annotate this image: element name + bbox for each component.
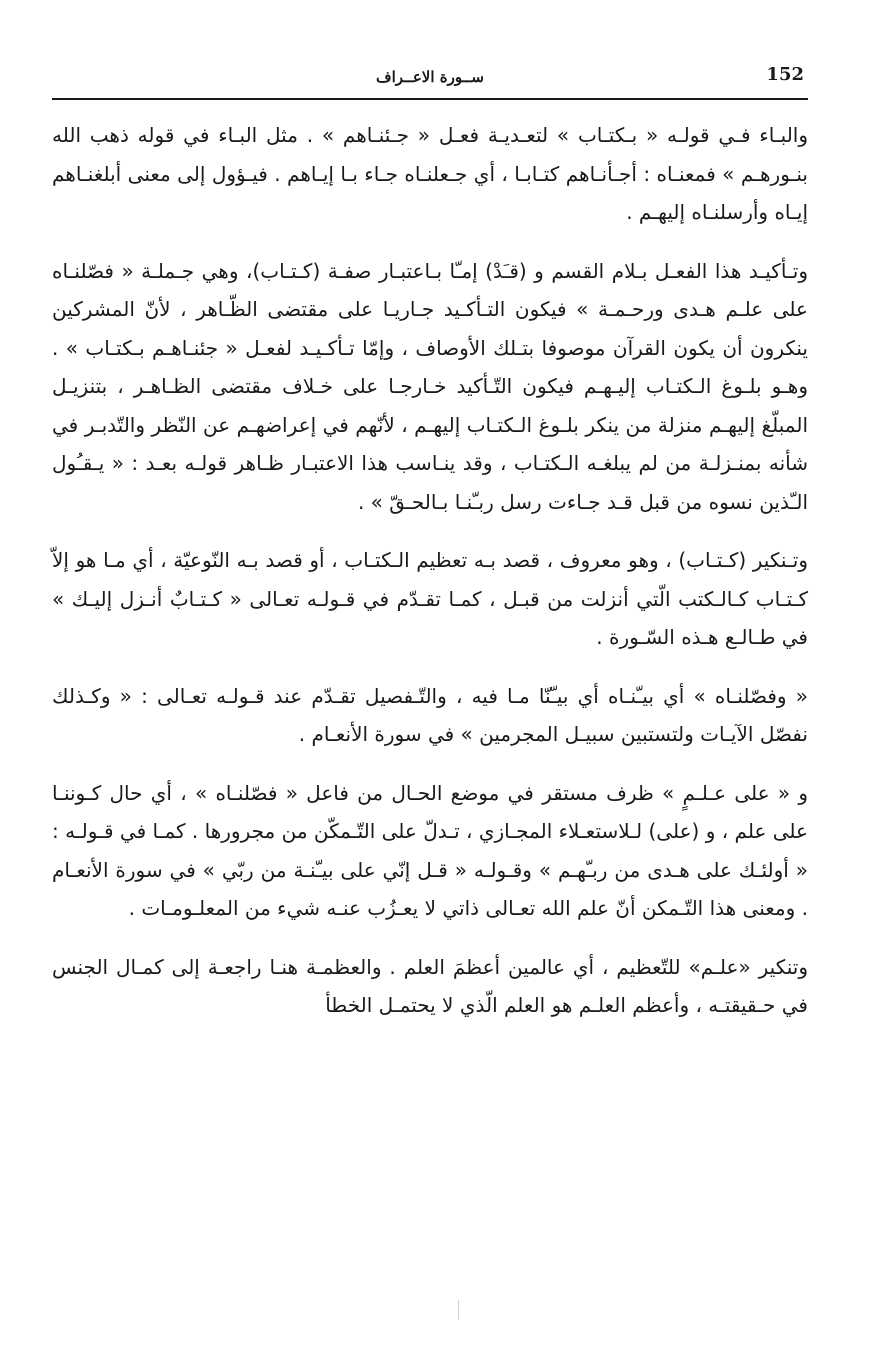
- paragraph: و « على عـلـمٍ » ظرف مستقر في موضع الحـال من فاعل « فصّلنـاه » ، أي حال كـوننـا على علم ، و (على) لـلاستعـلاء المجـازي ، تـدلّ على التّـمكّن من مجرورها . كمـا في قـولـه : « أولئـك على هـدى من ربـّهـم » وقـولـه « قـل إنّي على بيـّنـة من ربّي » في سورة الأنعـام . ومعنى هذا التّـمكن أنّ علم الله تعـالى ذاتي لا يعـزُب عنـه شيء من المعلـومـات .: [52, 780, 808, 920]
- page-body: [52, 116, 808, 1025]
- running-title: ســورة الاعــراف: [376, 68, 484, 86]
- paragraph: « وفصّلنـاه » أي بيـّنـاه أي بيـّنّا مـا فيه ، والتّـفصيل تقـدّم عند قـولـه تعـالى : « وكـذلك نفصّل الآيـات ولتستبين سبيـل المجرمين » في سورة الأنعـام .: [52, 683, 808, 746]
- scan-mark: [458, 1300, 459, 1320]
- paragraph: وتنكير «علـم» للتّعظيم ، أي عالمين أعظمَ العلم . والعظمـة هنـا راجعـة إلى كمـال الجنس في حـقيقتـه ، وأعظم العلـم هو العلم الّذي لا يحتمـل الخطأ: [52, 954, 808, 1017]
- paragraph: والبـاء فـي قولـه « بـكتـاب » لتعـديـة فعـل « جـئنـاهم » . مثل البـاء في قوله ذهب الله بنـورهـم » فمعنـاه : أجـأنـاهم كتـابـا ، أي جـعلنـاه جـاء بـا إيـاهم . فيـؤول إلى معنى أبلغنـاهم إيـاه وأرسلنـاه إليهـم .: [52, 123, 808, 224]
- paragraph: وتـأكيـد هذا الفعـل بـلام القسم و (قـَدْ) إمـّا بـاعتبـار صفـة (كـتـاب)، وهي جـملـة « فصّلنـاه على علـم هـدى ورحـمـة » فيكون التـأكـيد جـاريـا على مقتضى الظّـاهر ، لأنّ المشركين ينكرون أن يكون القرآن موصوفا بتـلك الأوصاف ، وإمّا تـأكـيـد لفعـل « جئنـاهـم بـكتـاب » . وهـو بلـوغ الـكتـاب إليـهـم فيكون التّـأكيد خـارجـا على خـلاف مقتضى الظـاهـر ، بتنزيـل المبلّغ إليهـم منزلة من ينكر بلـوغ الـكتـاب إليهـم ، لأنّهم في إعراضهـم عن النّظر والتّدبـر في شأنه بمنـزلـة من لم يبلغـه الـكتـاب ، وقد ينـاسب هذا الاعتبـار ظـاهر قولـه بعـد : « يـقـُول الـّذين نسوه من قبل قـد جـاءت رسل ربـّنـا بـالحـقّ » .: [52, 258, 808, 514]
- paragraph: وتـنكير (كـتـاب) ، وهو معروف ، قصد بـه تعظيم الـكتـاب ، أو قصد بـه النّوعيّة ، أي مـا هو إلاّ كـتـاب كـالـكتب الّتي أنزلت من قبـل ، كمـا تقـدّم في قـولـه تعـالى « كـتـابٌ أنـزل إليـك » في طـالـع هـذه السّـورة .: [52, 548, 808, 649]
- book-page: [52, 60, 808, 1045]
- page-number: 152: [766, 64, 804, 85]
- page-header: [52, 60, 808, 100]
